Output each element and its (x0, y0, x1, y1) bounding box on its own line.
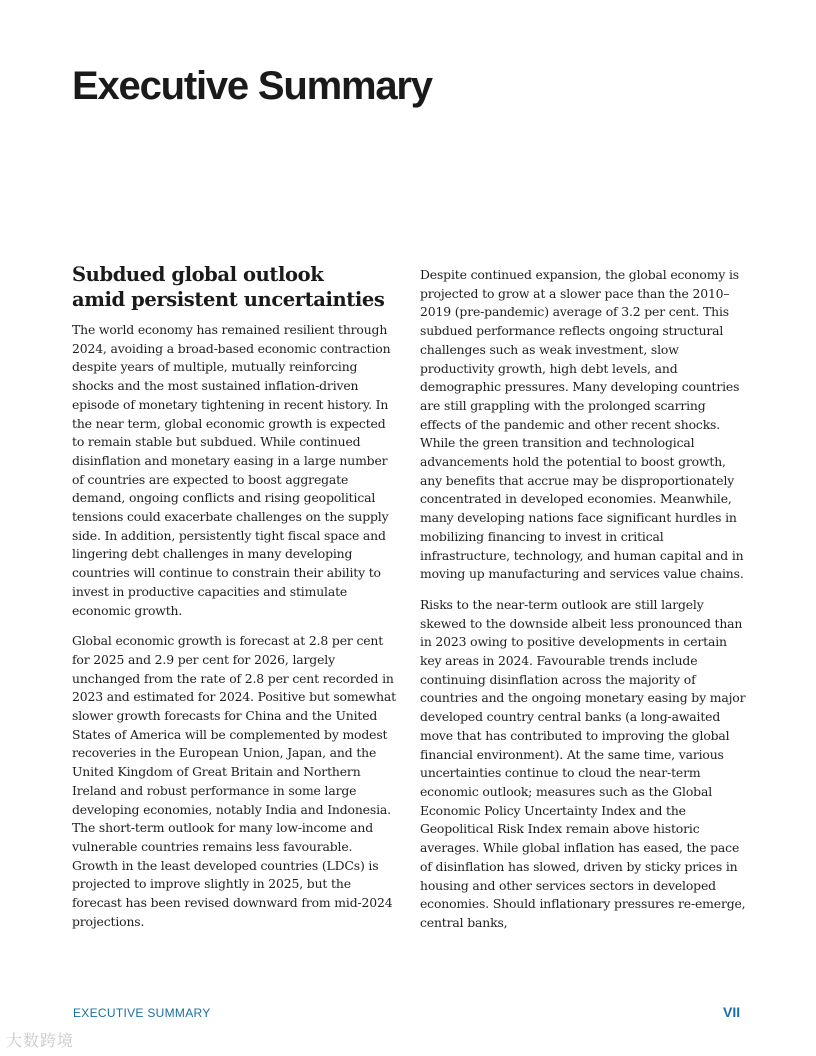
right-paragraph-1: Despite continued expansion, the global economy is projected to grow at a slower pace than the 2010–2019 (pre-pandemic) average of 3.2 per cent. This subdued performance reflects ongoing structural challenges such as weak investment, slow productivity growth, high debt levels, and demographic pressures. Many developing countries are still grappling with the prolonged scarring effects of the pandemic and other recent shocks. While the green transition and technological advancements hold the potential to boost growth, any benefits that accrue may be disproportionately concentrated in developed economies. Meanwhile, many developing nations face significant hurdles in mobilizing financing to invest in critical infrastructure, technology, and human capital and in moving up manufacturing and services value chains. (420, 267, 744, 582)
left-paragraph-1: The world economy has remained resilient through 2024, avoiding a broad-based economic contraction despite years of multiple, mutually reinforcing shocks and the most sustained inflation-driven episode of monetary tightening in recent history. In the near term, global economic growth is expected to remain stable but subdued. While continued disinflation and monetary easing in a large number of countries are expected to boost aggregate demand, ongoing conflicts and rising geopolitical tensions could exacerbate challenges on the supply side. In addition, persistently tight fiscal space and lingering debt challenges in many developing countries will continue to constrain their ability to invest in productive capacities and stimulate economic growth. (72, 322, 391, 618)
watermark-logo: 大数跨境 (6, 1031, 75, 1050)
right-paragraph-2: Risks to the near-term outlook are still largely skewed to the downside albeit less pronounced than in 2023 owing to positive developments in certain key areas in 2024. Favourable trends include continuing disinflation across the majority of countries and the ongoing monetary easing by major developed country central banks (a long-awaited move that has contributed to improving the global financial environment). At the same time, various uncertainties continue to cloud the near-term economic outlook; measures such as the Global Economic Policy Uncertainty Index and the Geopolitical Risk Index remain above historic averages. While global inflation has eased, the pace of disinflation has slowed, driven by sticky prices in housing and other services sectors in developed economies. Should inflationary pressures re-emerge, central banks, (420, 596, 746, 930)
right-column (420, 266, 750, 945)
page-title: Executive Summary (72, 64, 432, 108)
left-column (72, 262, 398, 944)
section-heading (72, 262, 398, 312)
page-number: VII (723, 1004, 741, 1020)
section-heading-line-2: amid persistent uncertainties (72, 288, 385, 311)
left-paragraph-2: Global economic growth is forecast at 2.8 per cent for 2025 and 2.9 per cent for 2026, largely unchanged from the rate of 2.8 per cent recorded in 2023 and estimated for 2024. Positive but somewhat slower growth forecasts for China and the United States of America will be complemented by modest recoveries in the European Union, Japan, and the United Kingdom of Great Britain and Northern Ireland and robust performance in some large developing economies, notably India and Indonesia. The short-term outlook for many low-income and vulnerable countries remains less favourable. Growth in the least developed countries (LDCs) is projected to improve slightly in 2025, but the forecast has been revised downward from mid-2024 projections. (72, 633, 396, 929)
section-heading-line-1: Subdued global outlook (72, 263, 324, 286)
footer-section-label: EXECUTIVE SUMMARY (73, 1006, 211, 1020)
